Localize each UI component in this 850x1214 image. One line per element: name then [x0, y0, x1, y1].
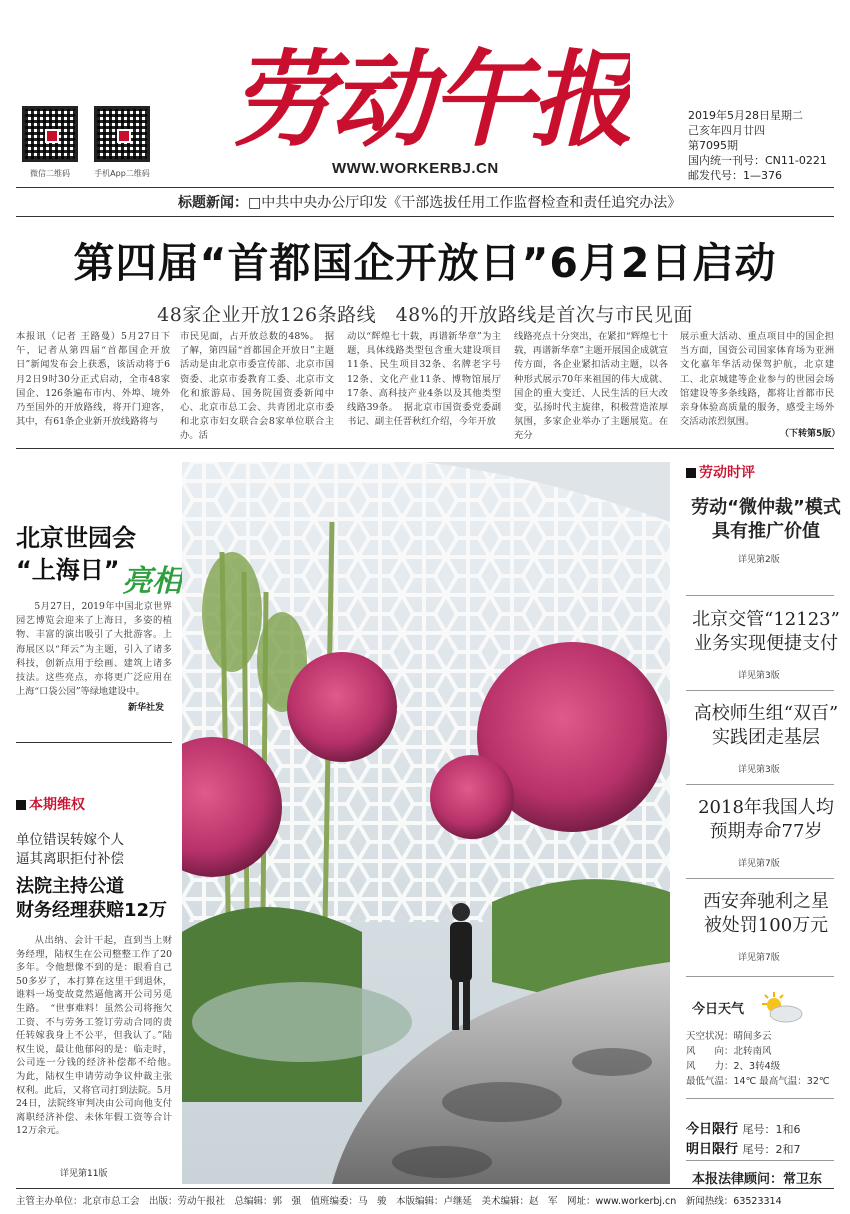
rights-ref[interactable]: 详见第11版 [60, 1169, 108, 1179]
weather-sky: 天空状况：晴间多云 [686, 1031, 772, 1042]
sidebar-rule [686, 690, 834, 691]
lead-subtitle: 48家企业开放126条路线 48%的开放路线是首次与市民见面 [157, 304, 693, 326]
traffic-tomorrow-value: 尾号：2和7 [742, 1143, 801, 1156]
expo-credit: 新华社发 [128, 703, 165, 713]
expo-photo [182, 462, 670, 1184]
rights-title-1[interactable]: 法院主持公道 [16, 876, 124, 897]
headline-news-label: 标题新闻： [178, 195, 248, 211]
footer-rule [16, 1188, 834, 1189]
continued-note: （下转第5版） [780, 429, 841, 439]
expo-title-accent: 亮相 [122, 564, 182, 599]
sidebar-item-3-line2[interactable]: 实践团走基层 [712, 727, 820, 748]
sidebar-item-3-line1[interactable]: 高校师生组“双百” [693, 703, 839, 724]
traffic-tomorrow-label: 明日限行 [686, 1142, 739, 1157]
rights-section-head: 本期维权 [16, 794, 85, 814]
expo-title-line1[interactable]: 北京世园会 [16, 524, 136, 552]
rights-kicker-1: 单位错误转嫁个人 [16, 832, 124, 848]
issue-date: 2019年5月28日星期二 [688, 109, 803, 122]
app-qr-caption: 手机App二维码 [94, 169, 150, 178]
svg-text:劳动午报: 劳动午报 [230, 38, 630, 158]
lead-column-4: 线路亮点十分突出，在紧扣“辉煌七十载，再谱新华章”主题开展国企成就宣传方面，各企业紧扣活动主题，以各种形式展示70年来祖国的伟大成就、国企的重大变迁、人民生活的巨大改变，弘扬时代主旋律，积极营造浓厚氛围，多家企业举办了主题展览。在充分 [514, 331, 668, 442]
traffic-today-value: 尾号：1和6 [742, 1123, 801, 1136]
rights-body: 从出纳、会计干起，直到当上财务经理，陆权生在公司整整工作了20多年。令他想像不到的是：眼看自己50多岁了，本打算在这里干到退休，谁料一场变故竟然逼他离开公司另觅生路。 “世事难料！虽然公司将拖欠工资、不与劳务工签订劳动合同的责任转嫁我身上不公平，但我认了。”陆权生说，最让他郁闷的是：临走时，公司连一分钱的经济补偿都不给他。 为此，陆权生申请劳动争议仲裁主张权利。此后，又将官司打到法院。5月24日，法院终审判决由公司向他支付离职经济补偿、未休年假工资等合计12万余元。 [16, 935, 182, 1137]
sidebar-rule [686, 1160, 834, 1161]
sidebar-item-4-line1[interactable]: 2018年我国人均 [698, 797, 834, 818]
sidebar-rule [686, 1098, 834, 1099]
cn-number: 国内统一刊号：CN11-0221 [688, 154, 827, 167]
weather-temperature: 最低气温：14℃ 最高气温：32℃ [686, 1076, 830, 1087]
traffic-today [686, 1118, 801, 1137]
lead-title[interactable]: 第四届“首都国企开放日”6月2日启动 [73, 239, 777, 287]
sidebar-item-5-line1[interactable]: 西安奔驰利之星 [703, 891, 829, 912]
lead-column-1: 本报讯（记者 王路曼）5月27日下午，记者从第四届“首都国企开放日”新闻发布会上获悉，该活动将于6月2日9时30分正式启动，全市48家国企、126条遍布市内、外埠、境外乃至国外的开放路线，将开门迎客，其中，有61条企业新开放线路将与 [16, 331, 170, 428]
lead-column-2: 市民见面，占开放总数的48%。 据了解，第四届“首都国企开放日”主题活动是由北京市委宣传部、北京市国资委、北京市委教育工委、北京市文化和旅游局、国务院国资委新闻中心、北京市总工会、共青团北京市委和北京市妇女联合会8家单位联合主办。活 [180, 331, 334, 442]
sidebar-item-3-ref[interactable]: 详见第3版 [738, 765, 780, 775]
sidebar-rule [686, 595, 834, 596]
wechat-qr-code [22, 106, 78, 162]
sidebar-item-1-ref[interactable]: 详见第2版 [738, 555, 780, 565]
lead-rule [16, 448, 834, 449]
issue-number: 第7095期 [688, 139, 738, 152]
masthead-logo [230, 18, 630, 158]
traffic-today-label: 今日限行 [686, 1122, 739, 1137]
section-square-icon [686, 468, 696, 478]
sidebar-item-2-line2[interactable]: 业务实现便捷支付 [694, 633, 838, 654]
headline-news[interactable] [178, 192, 681, 212]
footer-credits: 主管主办单位：北京市总工会 出版：劳动午报社 总编辑：郭 强 值班编委：马 骏 本版编辑：卢继延 美术编辑：赵 军 网址：www.workerbj.cn 新闻热线：63523314 [16, 1196, 782, 1207]
sun-cloud-icon [756, 990, 806, 1026]
headline-rule [16, 216, 834, 217]
sidebar-item-5-line2[interactable]: 被处罚100万元 [703, 915, 829, 936]
sidebar-rule [686, 976, 834, 977]
masthead-rule [16, 187, 834, 188]
weather-title: 今日天气 [692, 1002, 745, 1017]
masthead-url[interactable]: WWW.WORKERBJ.CN [332, 160, 499, 177]
sidebar-item-2-ref[interactable]: 详见第3版 [738, 671, 780, 681]
expo-title-line2[interactable]: “上海日” [16, 556, 120, 584]
lunar-date: 己亥年四月廿四 [688, 124, 765, 137]
expo-rule [16, 742, 172, 743]
wechat-qr-caption: 微信二维码 [30, 169, 70, 178]
sidebar-item-2-line1[interactable]: 北京交管“12123” [692, 609, 840, 630]
sidebar-item-4-ref[interactable]: 详见第7版 [738, 859, 780, 869]
sidebar-item-1-line2[interactable]: 具有推广价值 [712, 521, 820, 542]
sidebar-item-4-line2[interactable]: 预期寿命77岁 [709, 821, 823, 842]
weather-wind-force: 风 力：2、3转4级 [686, 1061, 781, 1072]
headline-news-text[interactable]: □中共中央办公厅印发《干部选拔任用工作监督检查和责任追究办法》 [248, 195, 682, 211]
sidebar-rule [686, 878, 834, 879]
sidebar-rule [686, 784, 834, 785]
traffic-tomorrow [686, 1138, 801, 1157]
weather-wind-direction: 风 向：北转南风 [686, 1046, 772, 1057]
app-qr-code [94, 106, 150, 162]
sidebar-item-5-ref[interactable]: 详见第7版 [738, 953, 780, 963]
commentary-section-head: 劳动时评 [686, 462, 755, 482]
section-square-icon [16, 800, 26, 810]
sidebar-item-1-line1[interactable]: 劳动“微仲裁”模式 [691, 497, 841, 518]
lead-column-5: 展示重大活动、重点项目中的国企担当方面，国资公司国家体育场为亚洲文化嘉年华活动保驾护航，北京建工、北京城建等企业参与的世园会场馆建设等多条线路，都将让首都市民亲身体验高质量的服务，感受主场外交活动浓烈氛围。 [680, 331, 834, 428]
rights-kicker-2: 逼其离职拒付补偿 [16, 851, 124, 867]
lead-column-3: 动以“辉煌七十载，再谱新华章”为主题，具体线路类型包含重大建设项目11条、民生项目32条、名牌老字号12条、文化产业11条、博物馆展厅17条、高科技产业4条以及其他类型线路39条。 据北京市国资委党委副书记、副主任晋秋红介绍，今年开放 [347, 331, 501, 428]
legal-advisor: 本报法律顾问：常卫东 [692, 1172, 823, 1187]
rights-title-2[interactable]: 财务经理获赔12万 [16, 900, 168, 921]
postal-code: 邮发代号：1—376 [688, 169, 782, 182]
expo-body: 5月27日，2019年中国北京世界园艺博览会迎来了上海日，多姿的植物、丰富的演出吸引了大批游客。上海展区以“拜云”为主题，引入了诸多科技，创新点用于绘画、建筑上诸多技法。这些亮点，亦将更广泛应用在上海“口袋公园”等绿地建设中。 [16, 601, 172, 698]
